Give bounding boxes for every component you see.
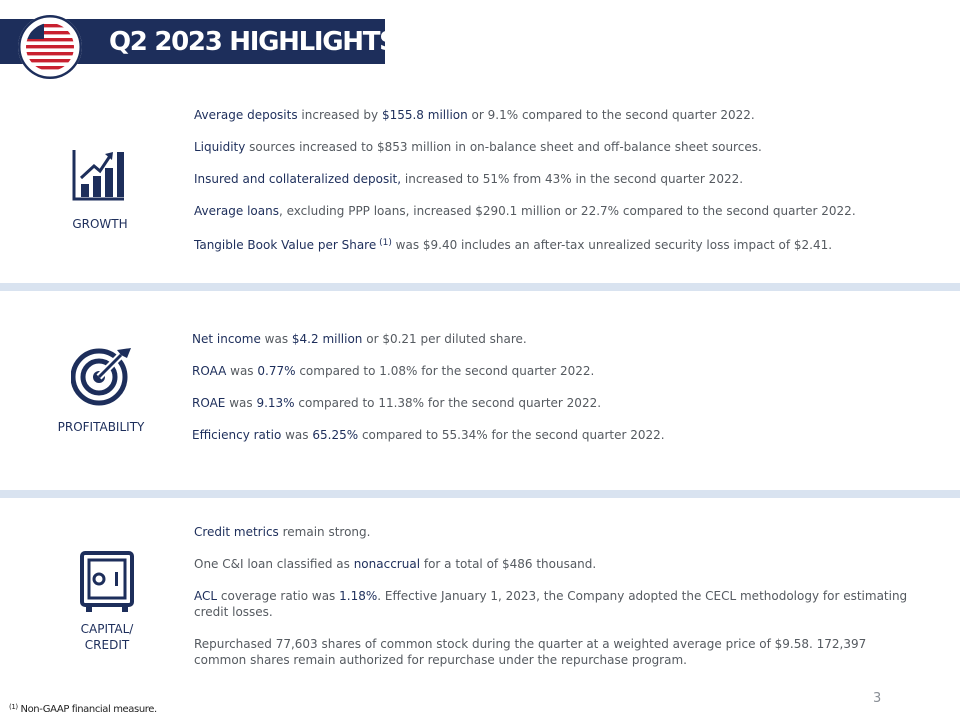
body-text: or 9.1% compared to the second quarter 2022. <box>467 108 755 122</box>
highlight-text: ROAA <box>192 364 227 378</box>
body-text: increased by <box>297 108 382 122</box>
body-text: for a total of $486 thousand. <box>420 557 597 571</box>
list-item <box>194 235 832 253</box>
list-item <box>194 588 928 620</box>
section-divider <box>0 490 960 498</box>
body-text: coverage ratio was <box>217 589 340 603</box>
highlight-text: 1.18% <box>339 589 378 603</box>
body-text: One C&I loan classified as <box>194 557 354 571</box>
body-text: was <box>260 332 292 346</box>
list-item <box>194 171 743 187</box>
highlight-text: 9.13% <box>256 396 295 410</box>
body-text: compared to 1.08% for the second quarter 2022. <box>295 364 595 378</box>
list-item <box>192 331 527 347</box>
highlight-text: Average deposits <box>194 108 298 122</box>
body-text: remain strong. <box>278 525 371 539</box>
list-item <box>192 395 601 411</box>
body-text: sources increased to $853 million in on-balance sheet and off-balance sheet sources. <box>245 140 762 154</box>
highlight-text: Average loans <box>194 204 279 218</box>
body-text: or $0.21 per diluted share. <box>362 332 527 346</box>
body-text: was $9.40 includes an after-tax unrealized security loss impact of $2.41. <box>391 238 833 252</box>
body-text: was <box>281 428 313 442</box>
section-label-profitability: PROFITABILITY <box>57 420 145 434</box>
body-text: . Effective January 1, 2023, the Company adopted the CECL methodology for estimating credit losses. <box>194 589 908 619</box>
list-item <box>194 107 755 123</box>
flag-sphere-logo <box>18 15 82 79</box>
footnote-ref: (1) <box>376 238 392 248</box>
highlight-text: 0.77% <box>257 364 296 378</box>
body-text: , excluding PPP loans, increased $290.1 million or 22.7% compared to the second quarter 2022. <box>278 204 856 218</box>
footnote-marker: (1) <box>9 703 18 711</box>
highlight-text: Tangible Book Value per Share <box>194 238 377 252</box>
section-divider <box>0 283 960 291</box>
highlight-text: Credit metrics <box>194 525 279 539</box>
highlight-text: ROAE <box>192 396 226 410</box>
target-icon <box>71 346 131 410</box>
body-text: compared to 11.38% for the second quarter 2022. <box>294 396 602 410</box>
highlight-text: Liquidity <box>194 140 246 154</box>
highlight-text: $4.2 million <box>291 332 363 346</box>
bar-chart-growth-icon <box>72 148 126 206</box>
safe-vault-icon <box>80 551 134 617</box>
highlight-text: Efficiency ratio <box>192 428 282 442</box>
highlight-text: $155.8 million <box>381 108 468 122</box>
list-item <box>192 427 665 443</box>
section-label-capital-credit: CAPITAL/ CREDIT <box>80 622 134 652</box>
list-item <box>194 139 762 155</box>
list-item <box>192 363 594 379</box>
list-item <box>194 636 894 668</box>
section-label-growth: GROWTH <box>72 217 128 231</box>
highlight-text: ACL <box>194 589 218 603</box>
list-item <box>194 203 856 219</box>
page-title: Q2 2023 HIGHLIGHTS <box>109 27 397 57</box>
body-text: was <box>226 364 258 378</box>
page-number: 3 <box>873 691 882 706</box>
body-text: compared to 55.34% for the second quarter 2022. <box>358 428 665 442</box>
highlight-text: Net income <box>192 332 261 346</box>
highlight-text: Insured and collateralized deposit, <box>194 172 402 186</box>
body-text: Repurchased 77,603 shares of common stock during the quarter at a weighted average price of $9.58. 172,397 common shares remain authorized for repurchase under the repurchase program. <box>194 637 867 667</box>
highlight-text: 65.25% <box>312 428 359 442</box>
footnote-text: Non-GAAP financial measure. <box>17 704 157 715</box>
list-item <box>194 556 596 572</box>
body-text: increased to 51% from 43% in the second quarter 2022. <box>401 172 744 186</box>
footnote <box>9 703 157 715</box>
highlight-text: nonaccrual <box>353 557 421 571</box>
body-text: was <box>225 396 257 410</box>
list-item <box>194 524 370 540</box>
